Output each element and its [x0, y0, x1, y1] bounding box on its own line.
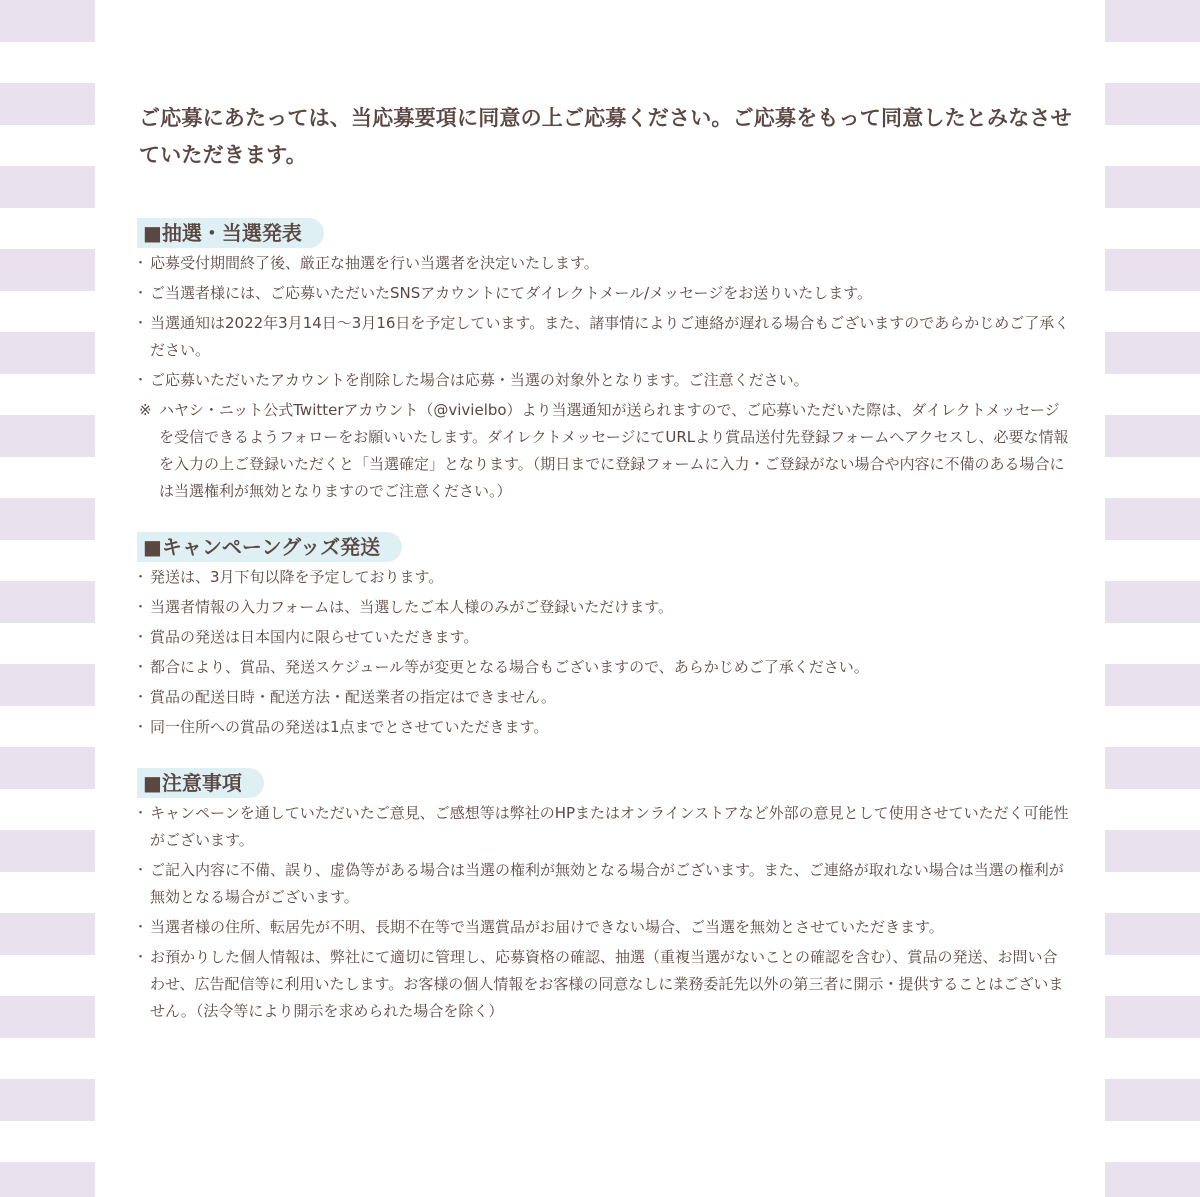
right-stripe-border	[1105, 0, 1200, 1197]
list-item: ・ 発送は、3月下旬以降を予定しております。	[137, 564, 1072, 591]
list-item: ・ 同一住所への賞品の発送は1点までとさせていただきます。	[137, 714, 1072, 741]
list-item: ・ ご当選者様には、ご応募いただいたSNSアカウントにてダイレクトメール/メッセージをお送りいたします。	[137, 280, 1072, 307]
section-lottery	[137, 218, 1072, 505]
list-item: ・ 都合により、賞品、発送スケジュール等が変更となる場合もございますので、あらかじめご了承ください。	[137, 654, 1072, 681]
list-item: ・ 当選者様の住所、転居先が不明、長期不在等で当選賞品がお届けできない場合、ご当選を無効とさせていただきます。	[137, 914, 1072, 941]
intro-text: ご応募にあたっては、当応募要項に同意の上ご応募ください。ご応募をもって同意したとみなさせていただきます。	[139, 106, 1072, 167]
section-heading-notes: ■注意事項	[137, 768, 264, 798]
list-item: ・ 賞品の配送日時・配送方法・配送業者の指定はできません。	[137, 684, 1072, 711]
list-item: ・ 賞品の発送は日本国内に限らせていただきます。	[137, 624, 1072, 651]
terms-content	[137, 100, 1072, 1052]
list-item: ・ ご応募いただいたアカウントを削除した場合は応募・当選の対象外となります。ご注意ください。	[137, 367, 1072, 394]
list-item: ・ 当選者情報の入力フォームは、当選したご本人様のみがご登録いただけます。	[137, 594, 1072, 621]
list-item: ・ 当選通知は2022年3月14日〜3月16日を予定しています。また、諸事情によりご連絡が遅れる場合もございますのであらかじめご了承ください。	[137, 310, 1072, 364]
list-item: ・ ご記入内容に不備、誤り、虚偽等がある場合は当選の権利が無効となる場合がございます。また、ご連絡が取れない場合は当選の権利が無効となる場合がございます。	[137, 857, 1072, 911]
section-shipping	[137, 532, 1072, 741]
list-item: ・ 応募受付期間終了後、厳正な抽選を行い当選者を決定いたします。	[137, 250, 1072, 277]
list-item: ・ お預かりした個人情報は、弊社にて適切に管理し、応募資格の確認、抽選（重複当選がないことの確認を含む）、賞品の発送、お問い合わせ、広告配信等に利用いたします。お客様の個人情報をお客様の同意なしに業務委託先以外の第三者に開示・提供することはございません。（法令等により開示を求められた場合を除く）	[137, 944, 1072, 1025]
section-notes	[137, 768, 1072, 1025]
left-stripe-border	[0, 0, 95, 1197]
section-heading-lottery: ■抽選・当選発表	[137, 218, 324, 248]
note-item: ※ ハヤシ・ニット公式Twitterアカウント（@vivielbo）より当選通知が送られますので、ご応募いただいた際は、ダイレクトメッセージを受信できるようフォローをお願いいたします。ダイレクトメッセージにてURLより賞品送付先登録フォームへアクセスし、必要な情報を入力の上ご登録いただくと「当選確定」となります。（期日までに登録フォームに入力・ご登録がない場合や内容に不備のある場合には当選権利が無効となりますのでご注意ください。）	[137, 397, 1072, 505]
list-item: ・ キャンペーンを通していただいたご意見、ご感想等は弊社のHPまたはオンラインストアなど外部の意見として使用させていただく可能性がございます。	[137, 800, 1072, 854]
section-heading-shipping: ■キャンペーングッズ発送	[137, 532, 402, 562]
